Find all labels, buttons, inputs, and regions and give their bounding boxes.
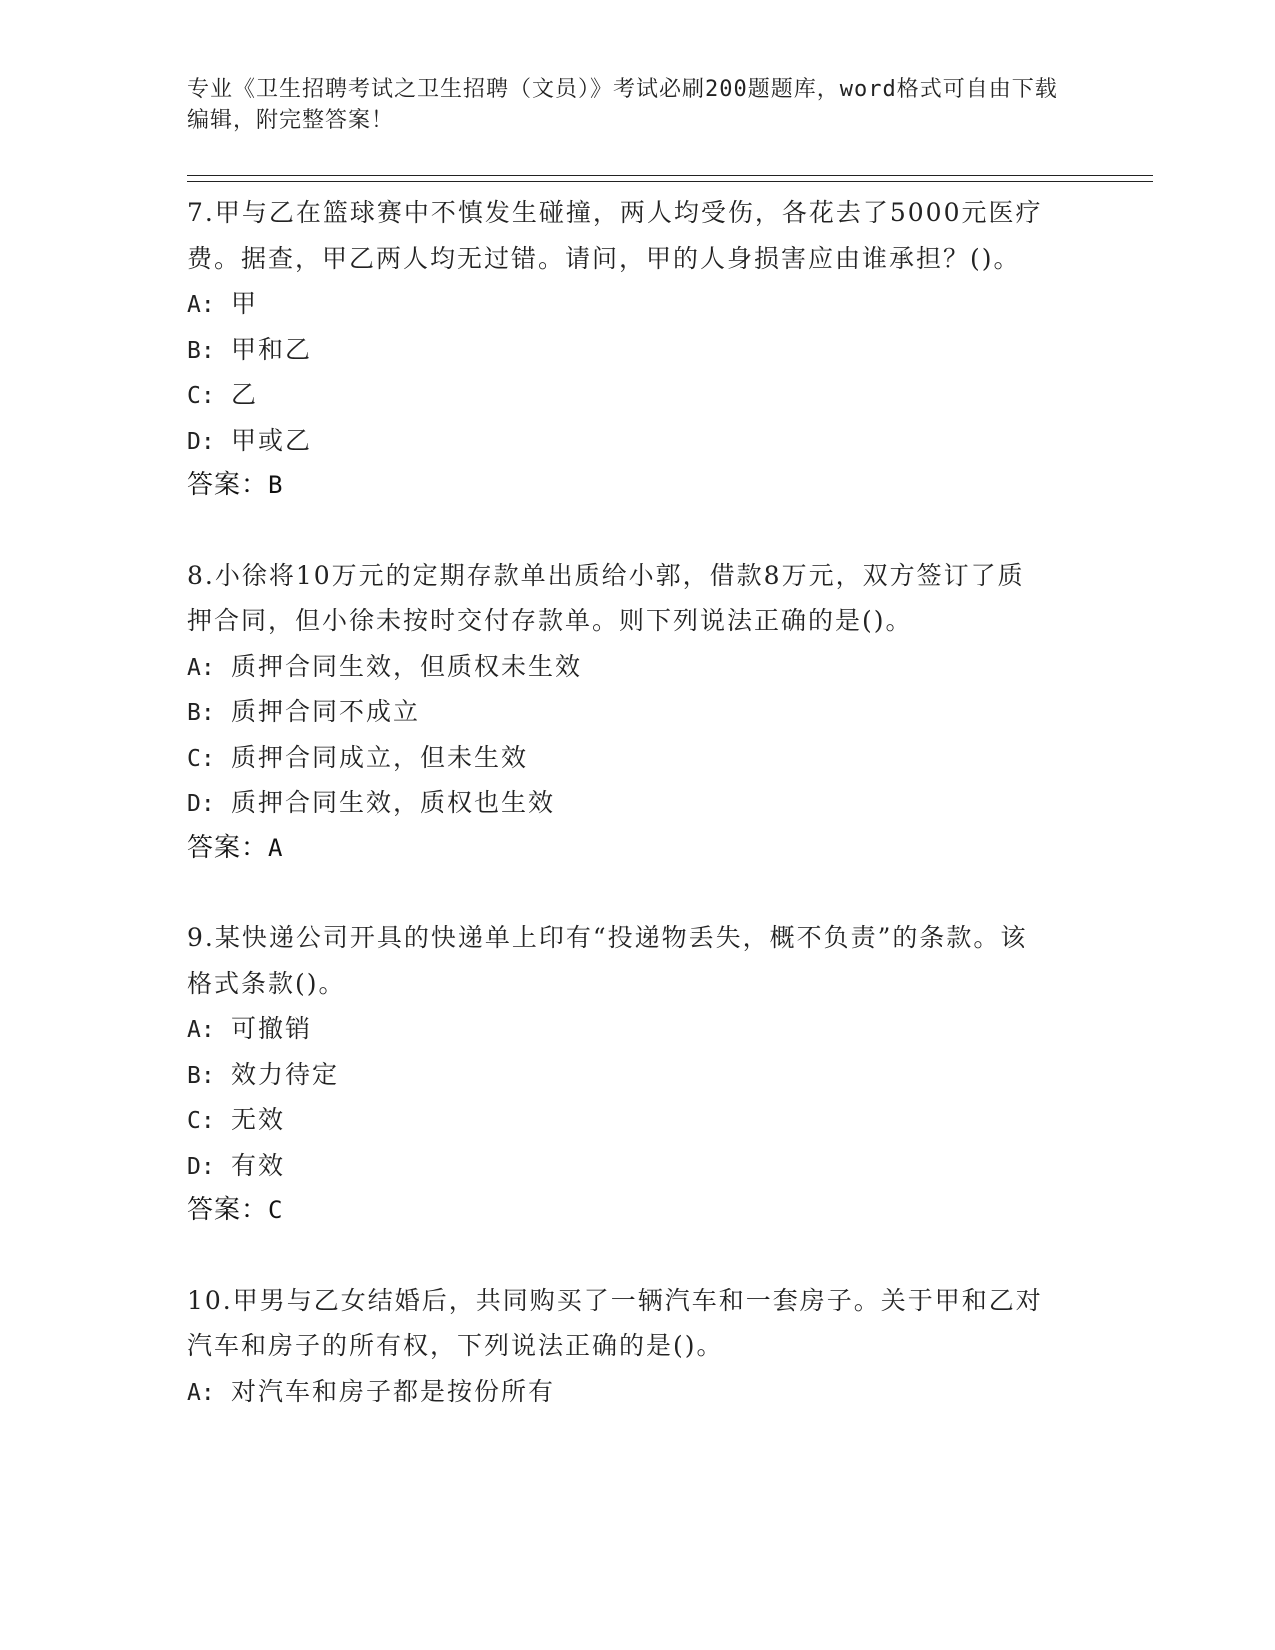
option-letter: C:: [187, 745, 215, 772]
answer-value: A: [268, 833, 284, 862]
option-text: 质押合同不成立: [231, 697, 421, 726]
option-c: [187, 735, 1087, 781]
question-text: 8.小徐将10万元的定期存款单出质给小郭，借款8万元，双方签订了质押合同，但小徐未按时交付存款单。则下列说法正确的是()。: [187, 560, 1025, 635]
answer-value: C: [268, 1196, 284, 1224]
question-text: 7.甲与乙在篮球赛中不慎发生碰撞，两人均受伤，各花去了5000元医疗费。据查，甲乙两人均无过错。请问，甲的人身损害应由谁承担？()。: [187, 198, 1043, 273]
answer-line: [187, 826, 1087, 872]
option-letter: B:: [187, 1062, 215, 1089]
option-b: [187, 689, 1087, 735]
option-a: [187, 281, 1087, 327]
question-10: [187, 1278, 1087, 1415]
option-letter: B:: [187, 337, 215, 364]
option-letter: A:: [187, 654, 215, 681]
option-d: [187, 1143, 1087, 1189]
answer-line: [187, 1188, 1087, 1234]
option-letter: D:: [187, 428, 215, 455]
question-gap: [187, 1234, 1087, 1278]
question-text: 9.某快递公司开具的快递单上印有“投递物丢失，概不负责”的条款。该格式条款()。: [187, 923, 1028, 998]
option-d: [187, 418, 1087, 464]
option-text: 质押合同生效，质权也生效: [231, 788, 556, 817]
question-8: [187, 553, 1087, 872]
option-d: [187, 780, 1087, 826]
header-divider-bottom: [187, 181, 1153, 182]
answer-label: 答案：: [187, 832, 269, 863]
option-text: 有效: [231, 1150, 286, 1180]
option-text: 甲和乙: [231, 334, 313, 364]
question-9: [187, 915, 1087, 1234]
question-7: [187, 190, 1087, 509]
option-letter: D:: [187, 791, 215, 817]
header-divider-top: [187, 175, 1153, 176]
answer-label: 答案：: [187, 470, 269, 500]
option-letter: A:: [187, 1017, 215, 1043]
question-text: 10.甲男与乙女结婚后，共同购买了一辆汽车和一套房子。关于甲和乙对汽车和房子的所有权，下列说法正确的是()。: [187, 1285, 1043, 1360]
question-list: [187, 190, 1087, 1414]
document-header: 专业《卫生招聘考试之卫生招聘（文员）》考试必刷200题题库，word格式可自由下载编辑，附完整答案！: [187, 77, 1058, 133]
option-text: 质押合同成立，但未生效: [231, 742, 529, 772]
option-a: [187, 1006, 1087, 1052]
option-letter: A:: [187, 1379, 215, 1406]
option-b: [187, 1052, 1087, 1098]
option-c: [187, 1097, 1087, 1143]
answer-value: B: [268, 471, 284, 499]
option-letter: D:: [187, 1153, 215, 1180]
answer-line: [187, 463, 1087, 509]
option-text: 无效: [231, 1105, 286, 1134]
option-letter: A:: [187, 292, 215, 318]
option-b: [187, 327, 1087, 373]
option-a: [187, 644, 1087, 690]
option-letter: C:: [187, 383, 215, 409]
option-text: 可撤销: [231, 1014, 313, 1043]
question-gap: [187, 509, 1087, 553]
answer-label: 答案：: [187, 1195, 269, 1225]
option-text: 质押合同生效，但质权未生效: [231, 651, 583, 681]
option-text: 效力待定: [231, 1059, 340, 1089]
option-text: 甲: [231, 289, 259, 318]
question-gap: [187, 871, 1087, 915]
option-a: [187, 1369, 1087, 1415]
option-letter: C:: [187, 1108, 215, 1134]
option-text: 甲或乙: [231, 425, 313, 455]
option-c: [187, 372, 1087, 418]
option-letter: B:: [187, 700, 215, 726]
option-text: 对汽车和房子都是按份所有: [231, 1376, 556, 1406]
option-text: 乙: [231, 380, 259, 409]
